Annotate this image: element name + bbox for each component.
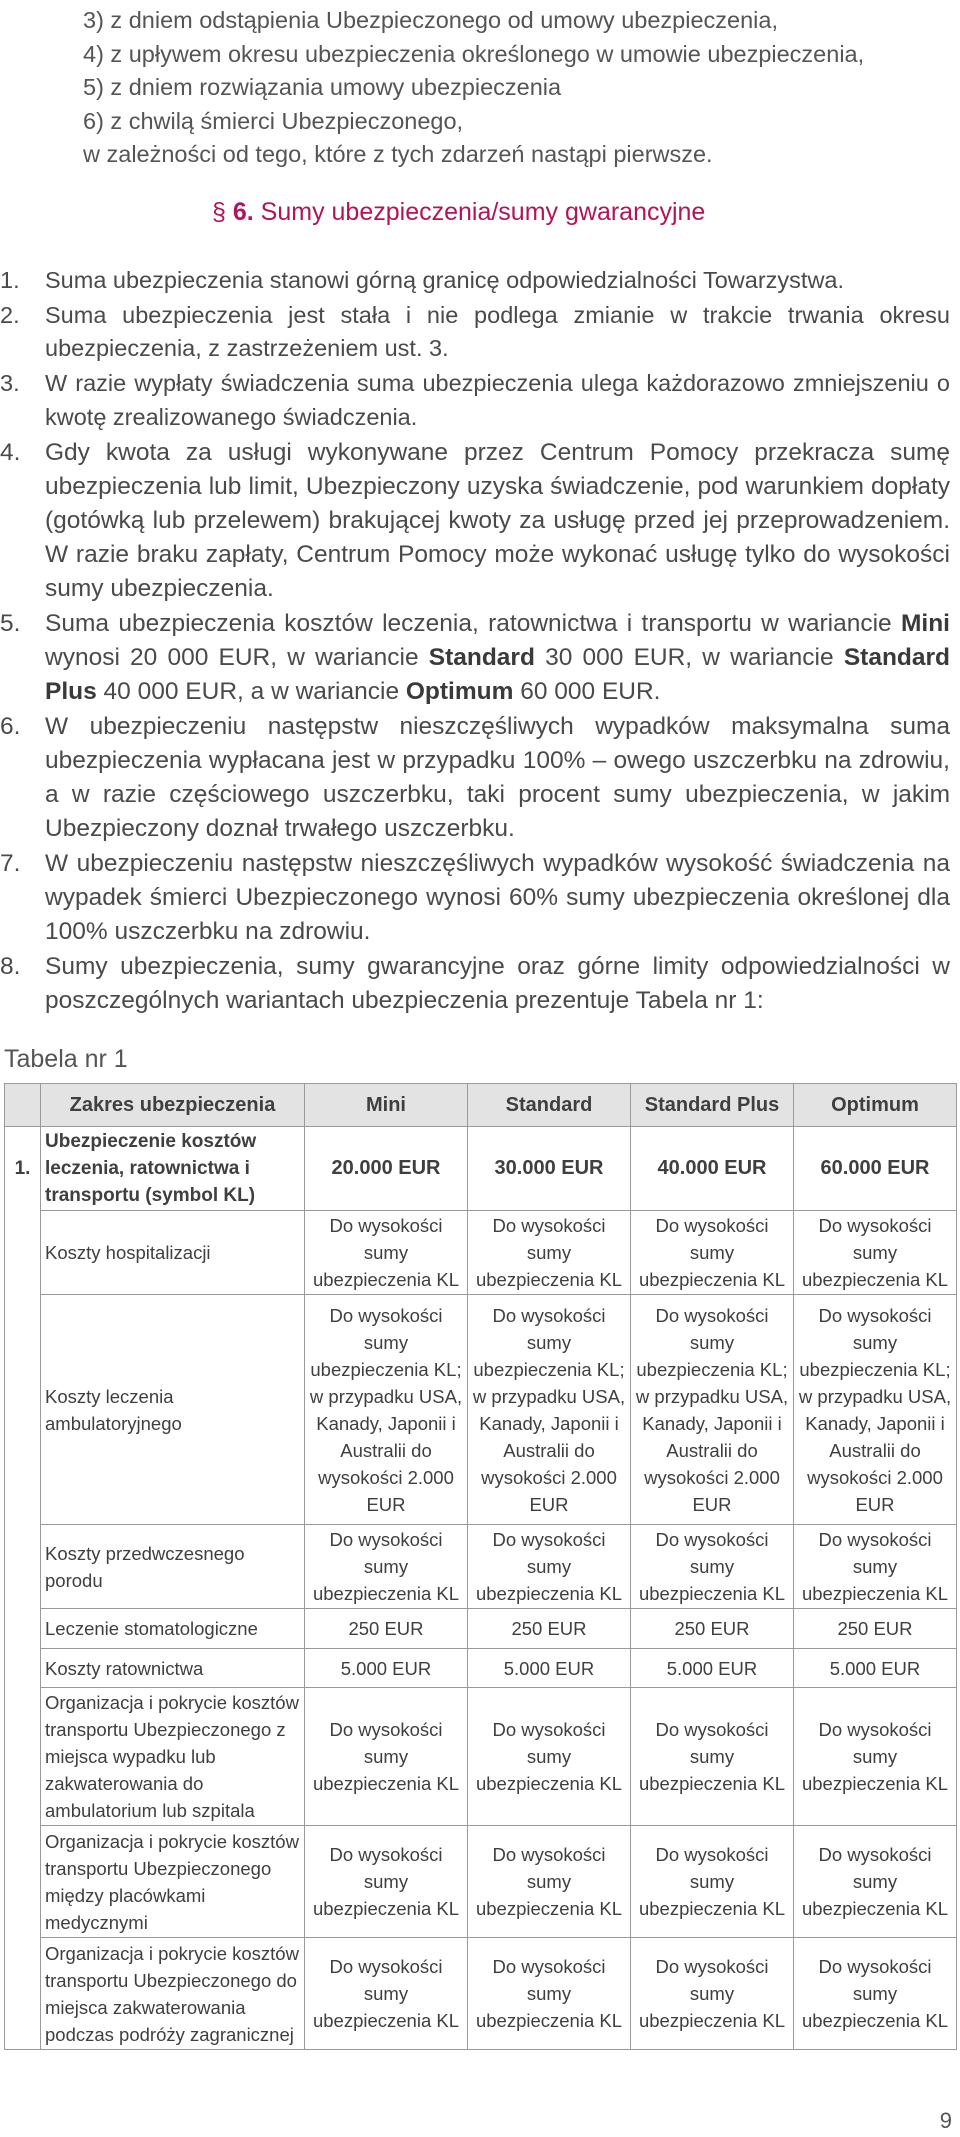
row-index bbox=[5, 1211, 41, 1295]
table-row bbox=[5, 1826, 957, 1938]
item-text-part: 30 000 EUR, w wariancie bbox=[534, 643, 844, 671]
row-index bbox=[5, 1649, 41, 1688]
item-text: Gdy kwota za usługi wykonywane przez Centrum Pomocy przekracza sumę ubezpieczenia lub limit, Ubezpieczony uzyska świadczenie, pod warunkiem dopłaty (gotówką lub przelewem) brakującej kwoty za usługę przed jej przeprowadzeniem. W razie braku zapłaty, Centrum Pomocy może wykonać usługę tylko do wysokości sumy ubezpieczenia. bbox=[45, 438, 950, 602]
cell-standard-plus: 250 EUR bbox=[631, 1609, 794, 1649]
cell-optimum: Do wysokości sumy ubezpieczenia KL bbox=[794, 1826, 957, 1938]
variant-standard: Standard bbox=[428, 643, 535, 671]
table-row bbox=[5, 1211, 957, 1295]
list-item bbox=[0, 436, 950, 606]
cell-standard: Do wysokości sumy ubezpieczenia KL bbox=[468, 1826, 631, 1938]
header-mini: Mini bbox=[305, 1084, 468, 1127]
header-standard-plus: Standard Plus bbox=[631, 1084, 794, 1127]
row-index bbox=[5, 1826, 41, 1938]
section-number: 6. bbox=[232, 198, 254, 226]
cell-optimum: 60.000 EUR bbox=[794, 1127, 957, 1211]
cell-optimum: Do wysokości sumy ubezpieczenia KL; w przypadku USA, Kanady, Japonii i Australii do wysokości 2.000 EUR bbox=[794, 1295, 957, 1525]
cell-mini: 250 EUR bbox=[305, 1609, 468, 1649]
cell-optimum: Do wysokości sumy ubezpieczenia KL bbox=[794, 1211, 957, 1295]
row-label: Ubezpieczenie kosztów leczenia, ratownictwa i transportu (symbol KL) bbox=[41, 1127, 305, 1211]
cell-standard: Do wysokości sumy ubezpieczenia KL bbox=[468, 1688, 631, 1826]
item-text-part: wynosi 20 000 EUR, w wariancie bbox=[45, 643, 429, 671]
item-text-part: Suma ubezpieczenia kosztów leczenia, ratownictwa i transportu w wariancie bbox=[45, 609, 901, 637]
list-item bbox=[0, 264, 950, 298]
cell-mini: Do wysokości sumy ubezpieczenia KL; w przypadku USA, Kanady, Japonii i Australii do wysokości 2.000 EUR bbox=[305, 1295, 468, 1525]
item-number: 7. bbox=[0, 849, 21, 877]
cell-mini: Do wysokości sumy ubezpieczenia KL bbox=[305, 1938, 468, 2050]
item-text: Suma ubezpieczenia stanowi górną granicę odpowiedzialności Towarzystwa. bbox=[45, 267, 845, 293]
cell-standard-plus: Do wysokości sumy ubezpieczenia KL bbox=[631, 1826, 794, 1938]
list-item bbox=[0, 607, 950, 709]
item-number: 6. bbox=[0, 712, 21, 740]
table-row bbox=[5, 1649, 957, 1688]
item-text: W ubezpieczeniu następstw nieszczęśliwych wypadków wysokość świadczenia na wypadek śmierci Ubezpieczonego wynosi 60% sumy ubezpieczenia określonej dla 100% uszczerbku na zdrowiu. bbox=[45, 849, 950, 945]
header-standard: Standard bbox=[468, 1084, 631, 1127]
cell-standard: Do wysokości sumy ubezpieczenia KL; w przypadku USA, Kanady, Japonii i Australii do wysokości 2.000 EUR bbox=[468, 1295, 631, 1525]
variant-mini: Mini bbox=[901, 609, 950, 637]
cell-optimum: 250 EUR bbox=[794, 1609, 957, 1649]
table-header-row bbox=[5, 1084, 957, 1127]
table-row bbox=[5, 1609, 957, 1649]
paragraph-sign: § bbox=[212, 198, 226, 226]
termination-note: w zależności od tego, które z tych zdarzeń nastąpi pierwsze. bbox=[83, 141, 713, 167]
row-label: Organizacja i pokrycie kosztów transportu Ubezpieczonego między placówkami medycznymi bbox=[41, 1826, 305, 1938]
cell-standard: Do wysokości sumy ubezpieczenia KL bbox=[468, 1525, 631, 1609]
table-row bbox=[5, 1127, 957, 1211]
cell-mini: 20.000 EUR bbox=[305, 1127, 468, 1211]
cell-standard-plus: 40.000 EUR bbox=[631, 1127, 794, 1211]
cell-standard-plus: Do wysokości sumy ubezpieczenia KL bbox=[631, 1688, 794, 1826]
list-item bbox=[0, 950, 950, 1018]
row-index bbox=[5, 1295, 41, 1525]
item-text-part: 40 000 EUR, a w wariancie bbox=[96, 677, 406, 705]
item-text: Suma ubezpieczenia jest stała i nie podlega zmianie w trakcie trwania okresu ubezpieczenia, z zastrzeżeniem ust. 3. bbox=[45, 301, 950, 362]
list-item bbox=[0, 847, 950, 949]
cell-standard-plus: Do wysokości sumy ubezpieczenia KL; w przypadku USA, Kanady, Japonii i Australii do wysokości 2.000 EUR bbox=[631, 1295, 794, 1525]
table-row bbox=[5, 1938, 957, 2050]
variant-standard-plus: Standard Plus bbox=[45, 643, 950, 705]
row-label: Koszty przedwczesnego porodu bbox=[41, 1525, 305, 1609]
row-index bbox=[5, 1938, 41, 2050]
termination-item: 5) z dniem rozwiązania umowy ubezpieczenia bbox=[83, 74, 562, 100]
row-label: Organizacja i pokrycie kosztów transportu Ubezpieczonego z miejsca wypadku lub zakwaterowania do ambulatorium lub szpitala bbox=[41, 1688, 305, 1826]
cell-optimum: 5.000 EUR bbox=[794, 1649, 957, 1688]
cell-standard: 250 EUR bbox=[468, 1609, 631, 1649]
cell-mini: 5.000 EUR bbox=[305, 1649, 468, 1688]
row-label: Leczenie stomatologiczne bbox=[41, 1609, 305, 1649]
item-number: 4. bbox=[0, 438, 21, 466]
termination-list bbox=[83, 4, 913, 172]
section-heading bbox=[212, 198, 705, 227]
list-item bbox=[0, 710, 950, 846]
coverage-table bbox=[4, 1083, 957, 2050]
cell-optimum: Do wysokości sumy ubezpieczenia KL bbox=[794, 1525, 957, 1609]
cell-mini: Do wysokości sumy ubezpieczenia KL bbox=[305, 1826, 468, 1938]
table-row bbox=[5, 1295, 957, 1525]
cell-optimum: Do wysokości sumy ubezpieczenia KL bbox=[794, 1688, 957, 1826]
cell-mini: Do wysokości sumy ubezpieczenia KL bbox=[305, 1525, 468, 1609]
cell-mini: Do wysokości sumy ubezpieczenia KL bbox=[305, 1688, 468, 1826]
cell-standard-plus: Do wysokości sumy ubezpieczenia KL bbox=[631, 1211, 794, 1295]
row-label: Koszty ratownictwa bbox=[41, 1649, 305, 1688]
item-number: 8. bbox=[0, 952, 21, 980]
row-label: Koszty leczenia ambulatoryjnego bbox=[41, 1295, 305, 1525]
cell-standard: 30.000 EUR bbox=[468, 1127, 631, 1211]
table-row bbox=[5, 1525, 957, 1609]
termination-item: 3) z dniem odstąpienia Ubezpieczonego od umowy ubezpieczenia, bbox=[83, 7, 778, 33]
cell-mini: Do wysokości sumy ubezpieczenia KL bbox=[305, 1211, 468, 1295]
item-number: 5. bbox=[0, 609, 21, 637]
row-index bbox=[5, 1525, 41, 1609]
header-optimum: Optimum bbox=[794, 1084, 957, 1127]
item-text: Sumy ubezpieczenia, sumy gwarancyjne oraz górne limity odpowiedzialności w poszczególnych wariantach ubezpieczenia prezentuje Tabela nr 1: bbox=[45, 952, 950, 1014]
variant-optimum: Optimum bbox=[405, 677, 514, 705]
item-number: 3. bbox=[0, 370, 20, 397]
section-title: Sumy ubezpieczenia/sumy gwarancyjne bbox=[260, 198, 706, 226]
cell-standard: 5.000 EUR bbox=[468, 1649, 631, 1688]
header-index-cell bbox=[5, 1084, 41, 1127]
item-number: 1. bbox=[0, 267, 20, 293]
cell-standard-plus: Do wysokości sumy ubezpieczenia KL bbox=[631, 1938, 794, 2050]
cell-optimum: Do wysokości sumy ubezpieczenia KL bbox=[794, 1938, 957, 2050]
item-text-part: 60 000 EUR. bbox=[513, 677, 661, 705]
table-row bbox=[5, 1688, 957, 1826]
cell-standard-plus: 5.000 EUR bbox=[631, 1649, 794, 1688]
row-label: Koszty hospitalizacji bbox=[41, 1211, 305, 1295]
row-label: Organizacja i pokrycie kosztów transportu Ubezpieczonego do miejsca zakwaterowania podczas podróży zagranicznej bbox=[41, 1938, 305, 2050]
page-number: 9 bbox=[939, 2108, 952, 2133]
row-index bbox=[5, 1688, 41, 1826]
termination-item: 6) z chwilą śmierci Ubezpieczonego, bbox=[83, 107, 464, 134]
list-item bbox=[0, 367, 950, 434]
section-items bbox=[0, 264, 960, 1019]
item-text: W ubezpieczeniu następstw nieszczęśliwych wypadków maksymalna suma ubezpieczenia wypłacana jest w przypadku 100% – owego uszczerbku na zdrowiu, a w razie częściowego uszczerbku, taki procent sumy ubezpieczenia, w jakim Ubezpieczony doznał trwałego uszczerbku. bbox=[45, 712, 950, 842]
item-number: 2. bbox=[0, 301, 20, 328]
header-scope: Zakres ubezpieczenia bbox=[41, 1084, 305, 1127]
table-title: Tabela nr 1 bbox=[4, 1045, 128, 1073]
termination-item: 4) z upływem okresu ubezpieczenia określonego w umowie ubezpieczenia, bbox=[83, 40, 865, 67]
row-index: 1. bbox=[5, 1127, 41, 1211]
cell-standard: Do wysokości sumy ubezpieczenia KL bbox=[468, 1938, 631, 2050]
cell-standard-plus: Do wysokości sumy ubezpieczenia KL bbox=[631, 1525, 794, 1609]
item-text: W razie wypłaty świadczenia suma ubezpieczenia ulega każdorazowo zmniejszeniu o kwotę zrealizowanego świadczenia. bbox=[45, 370, 950, 430]
row-index bbox=[5, 1609, 41, 1649]
cell-standard: Do wysokości sumy ubezpieczenia KL bbox=[468, 1211, 631, 1295]
list-item bbox=[0, 299, 950, 366]
